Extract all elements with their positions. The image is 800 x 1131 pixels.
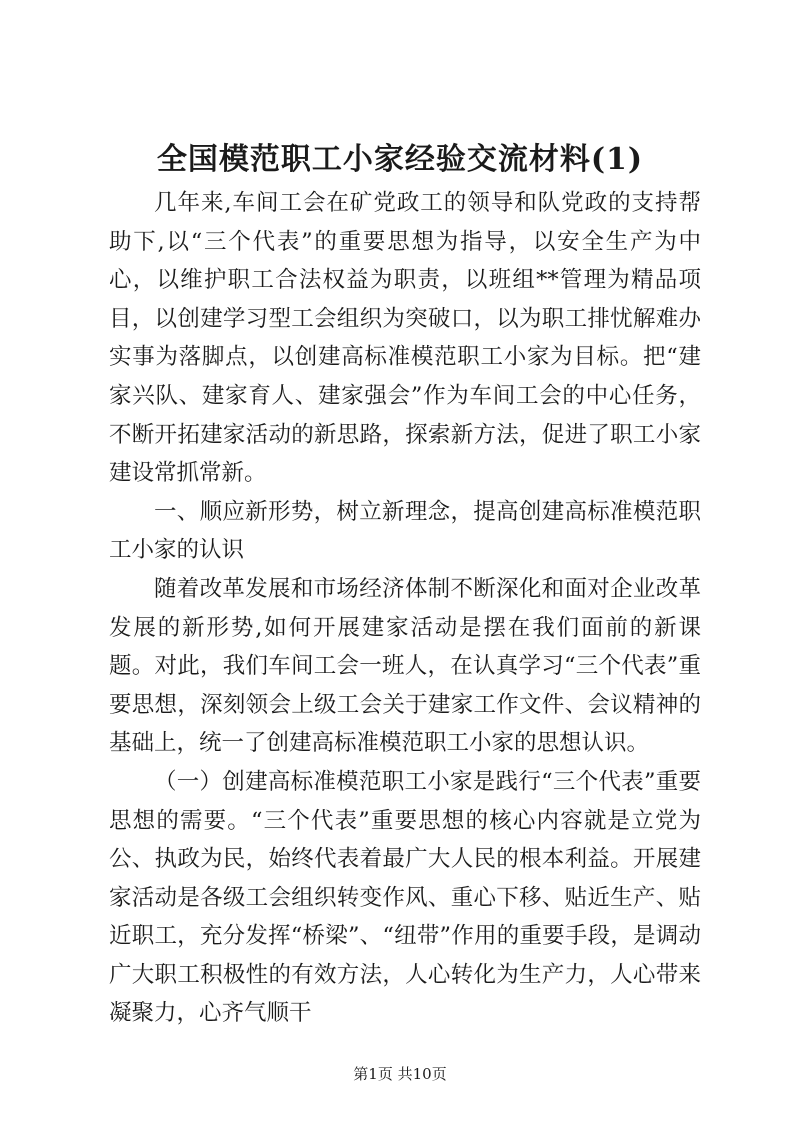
paragraph-section-1: 随着改革发展和市场经济体制不断深化和面对企业改革发展的新形势,如何开展建家活动是摆在我们面前的新课题。对此，我们车间工会一班人，在认真学习“三个代表”重要思想，深刻领会上级工会关于建家工作文件、会议精神的基础上，统一了创建高标准模范职工小家的思想认识。: [109, 575, 701, 757]
page-footer: 第1页 共10页: [353, 1065, 447, 1083]
section-heading-1: 一、顺应新形势，树立新理念，提高创建高标准模范职工小家的认识: [109, 498, 701, 564]
paragraph-intro: 几年来,车间工会在矿党政工的领导和队党政的支持帮助下,以“三个代表”的重要思想为指导，以安全生产为中心，以维护职工合法权益为职责，以班组**管理为精品项目，以创建学习型工会组织为突破口，以为职工排忧解难办实事为落脚点，以创建高标准模范职工小家为目标。把“建家兴队、建家育人、建家强会”作为车间工会的中心任务，不断开拓建家活动的新思路，探索新方法，促进了职工小家建设常抓常新。: [109, 190, 701, 487]
document-body: [109, 184, 701, 1033]
paragraph-subsection-1: （一）创建高标准模范职工小家是践行“三个代表”重要思想的需要。“三个代表”重要思想的核心内容就是立党为公、执政为民，始终代表着最广大人民的根本利益。开展建家活动是各级工会组织转变作风、重心下移、贴近生产、贴近职工，充分发挥“桥梁”、“纽带”作用的重要手段，是调动广大职工积极性的有效方法，人心转化为生产力，人心带来凝聚力，心齐气顺干: [109, 768, 701, 1027]
document-title: 全国模范职工小家经验交流材料(1): [156, 142, 644, 177]
